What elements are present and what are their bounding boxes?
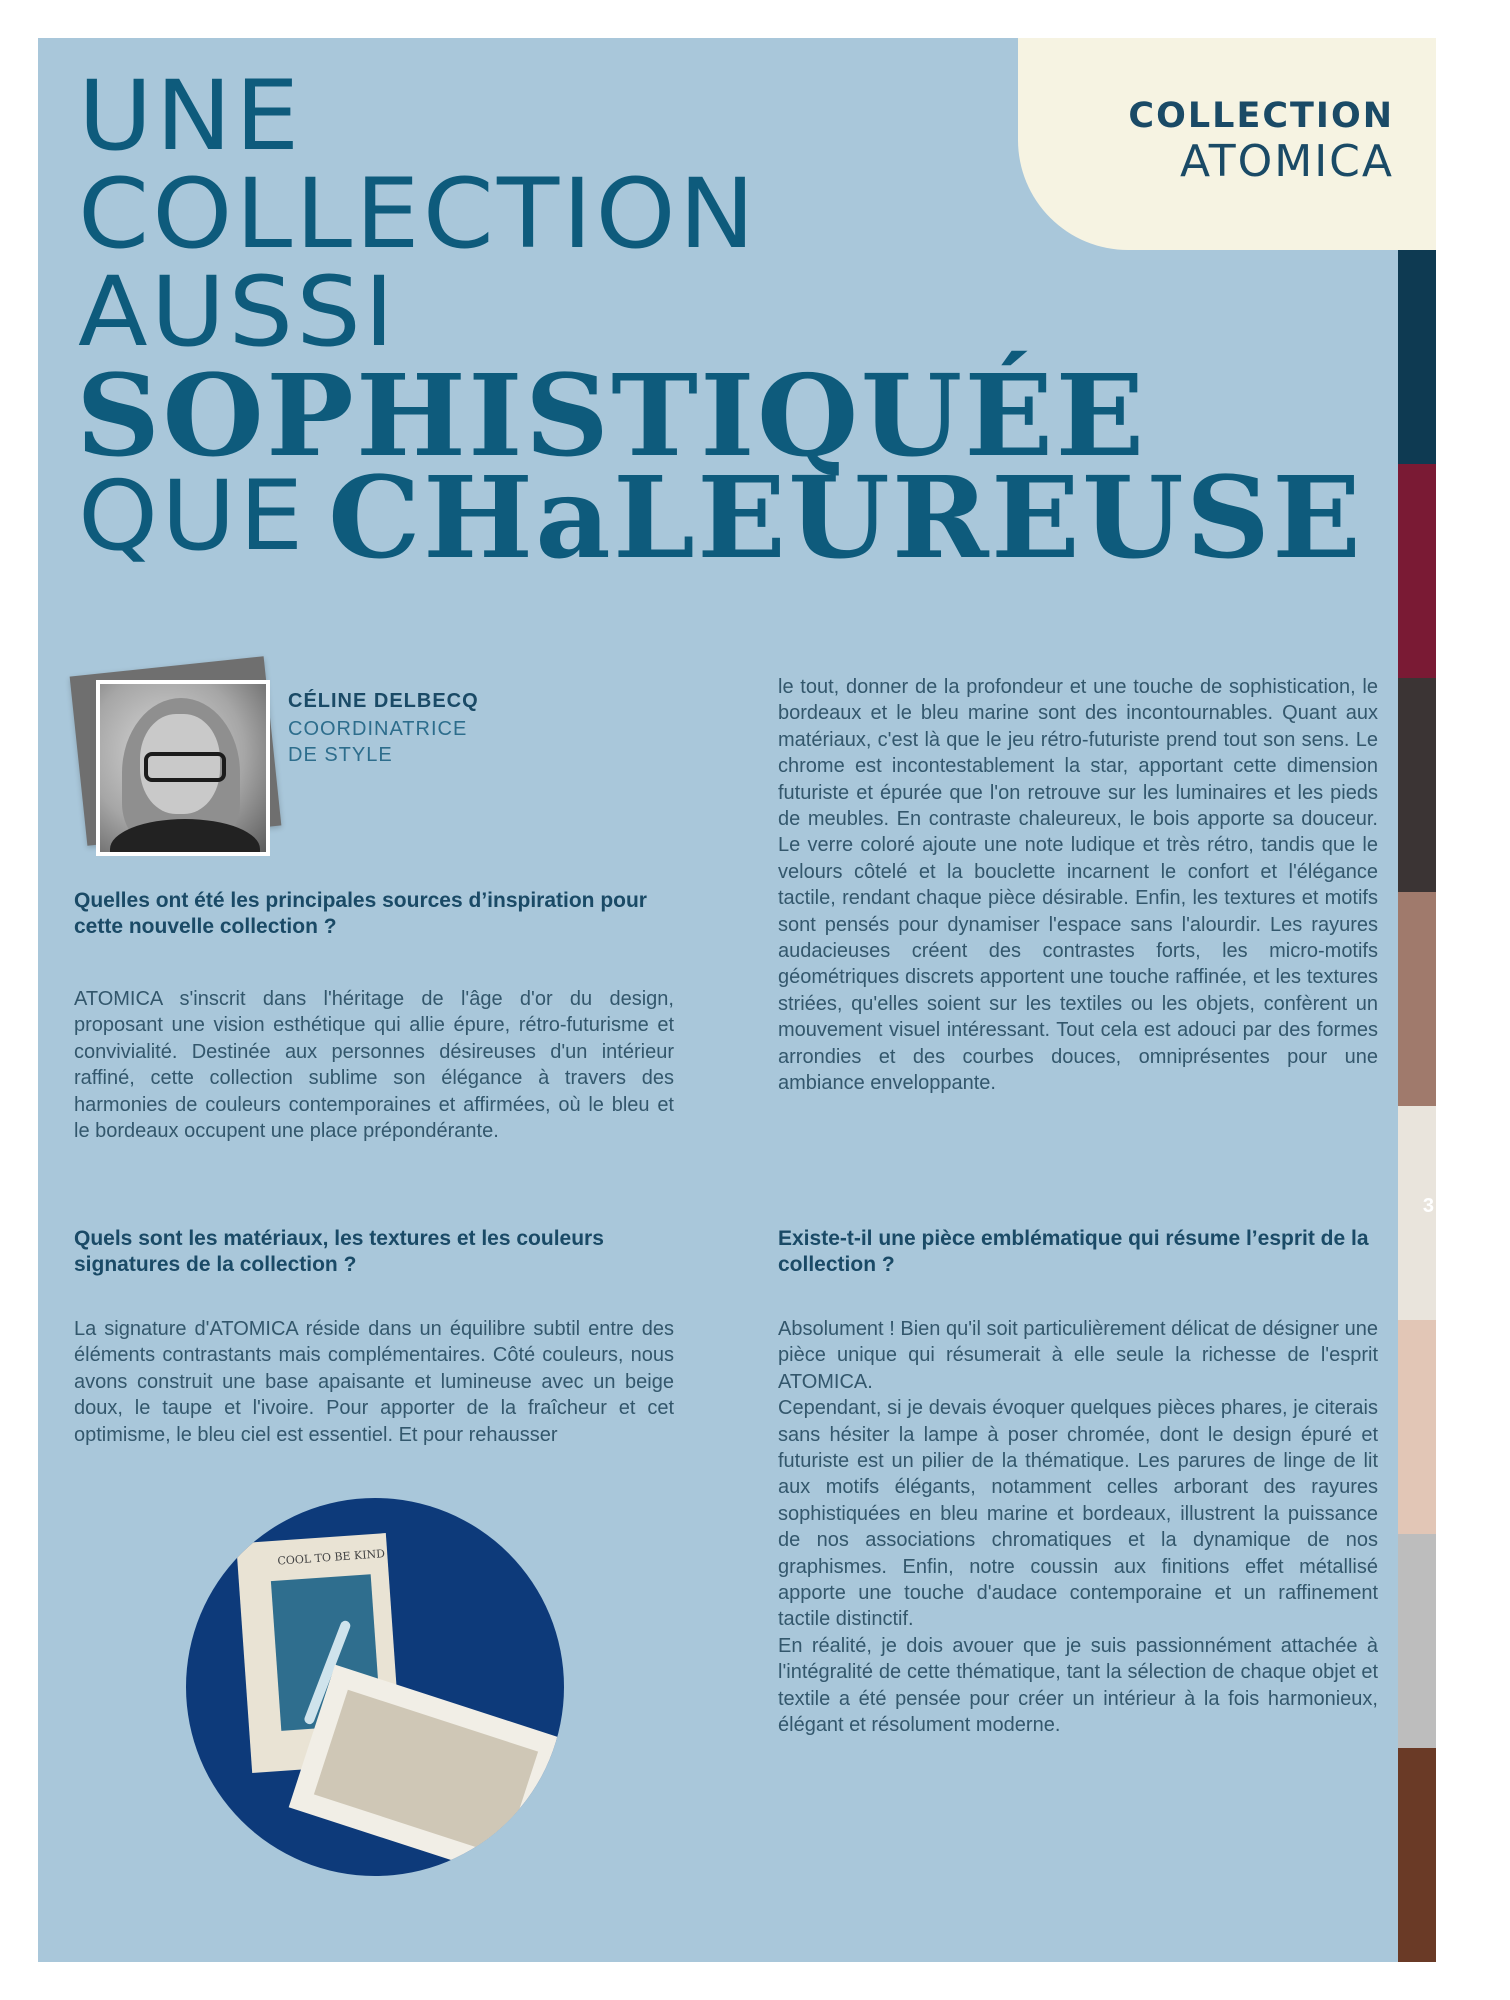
answer-3 <box>778 1316 1378 1739</box>
title-line-5-heavy: CHaLEUREUSE <box>328 451 1364 585</box>
title-line-1: UNE <box>78 60 303 172</box>
gift-box <box>289 1665 564 1876</box>
title-line-5-light: QUE <box>78 460 307 572</box>
answer-1: ATOMICA s'inscrit dans l'héritage de l'âge d'or du design, proposant une vision esthétique qui allie épure, rétro-futurisme et convivialité. Destinée aux personnes désireuses d'un intérieur raffiné, cette collection sublime son élégance à travers des harmonies de couleurs contemporaines et affirmées, où le bleu et le bordeaux occupent une place prépondérante. <box>74 988 674 1143</box>
question-1: Quelles ont été les principales sources d’inspiration pour cette nouvelle collection ? <box>74 889 647 938</box>
title-line-3: AUSSI <box>78 256 398 368</box>
answer-2: La signature d'ATOMICA réside dans un équilibre subtil entre des éléments contrastants mais complémentaires. Côté couleurs, nous avons construit une base apaisante et lumineuse avec un beige doux, le taupe et l'ivoire. Pour apporter de la fraîcheur et cet optimisme, le bleu ciel est essentiel. Et pour rehausser <box>74 1318 674 1446</box>
gift-box-inner <box>314 1690 538 1856</box>
answer-3-paragraph-1: Absolument ! Bien qu'il soit particulièrement délicat de désigner une pièce unique qui résumerait à elle seule la richesse de l'esprit ATOMICA. <box>778 1318 1378 1393</box>
answer-3-paragraph-3: En réalité, je dois avouer que je suis passionnément attachée à l'intégralité de cette thématique, tant la sélection de chaque objet et textile a été pensée pour créer un intérieur à la fois harmonieux, élégant et résolument moderne. <box>778 1634 1378 1737</box>
tag-line-collection: COLLECTION <box>1128 96 1394 136</box>
tag-line-atomica: ATOMICA <box>1180 136 1394 187</box>
palette-swatch-6 <box>1398 1320 1436 1534</box>
question-3: Existe-t-il une pièce emblématique qui résume l’esprit de la collection ? <box>778 1227 1369 1276</box>
palette-swatch-8 <box>1398 1748 1436 1962</box>
answer-3-paragraph-2: Cependant, si je devais évoquer quelques pièces phares, je citerais sans hésiter la lampe à poser chromée, dont le design épuré et futuriste est un pilier de la thématique. Les parures de linge de lit aux motifs élégants, notamment celles arborant des rayures sophistiquées en bleu marine et bordeaux, illustrent la puissance de nos associations chromatiques et la dynamique de nos graphismes. Enfin, notre coussin aux finitions effet métallisé apporte une touche d'audace contemporaine et un raffinement tactile distinctif. <box>778 1397 1378 1631</box>
product-photo <box>186 1498 564 1876</box>
book-cover-text: COOL TO BE KIND <box>277 1547 386 1568</box>
magazine-page <box>38 38 1436 1962</box>
person-name: CÉLINE DELBECQ <box>288 690 479 712</box>
portrait-glasses <box>144 752 226 782</box>
title-line-4: SOPHISTIQUÉE <box>76 349 1147 483</box>
palette-swatch-3 <box>1398 678 1436 892</box>
question-2: Quels sont les matériaux, les textures et les couleurs signatures de la collection ? <box>74 1227 604 1276</box>
palette-swatch-7 <box>1398 1534 1436 1748</box>
title-line-2: COLLECTION <box>78 158 759 270</box>
portrait-photo <box>78 666 288 846</box>
palette-swatch-4 <box>1398 892 1436 1106</box>
person-role-line-2: DE STYLE <box>288 744 393 766</box>
collection-tag <box>1018 38 1436 250</box>
person-role-line-1: COORDINATRICE <box>288 718 468 740</box>
answer-2-continued: le tout, donner de la profondeur et une touche de sophistication, le bordeaux et le bleu marine sont des incontournables. Quant aux matériaux, c'est là que le jeu rétro-futuriste prend tout son sens. Le chrome est incontestablement la star, apportant cette dimension futuriste et épurée que l'on retrouve sur les luminaires et les pieds de meubles. En contraste chaleureux, le bois apporte sa douceur. Le verre coloré ajoute une note ludique et très rétro, tandis que le velours côtelé et la bouclette incarnent le confort et l'élégance tactile, rendant chaque pièce désirable. Enfin, les textures et motifs sont pensés pour dynamiser l'espace sans l'alourdir. Les rayures audacieuses créent des contrastes forts, les micro-motifs géométriques discrets apportent une touche raffinée, et les textures striées, qu'elles soient sur les textiles ou les objets, confèrent un mouvement visuel intéressant. Tout cela est adouci par des formes arrondies et des courbes douces, omniprésentes pour une ambiance enveloppante. <box>778 676 1378 1095</box>
color-palette-strip <box>1398 250 1436 1962</box>
person-role <box>288 716 467 768</box>
portrait-image <box>96 680 270 856</box>
page-number: 3 <box>1422 1195 1434 1217</box>
palette-swatch-2 <box>1398 464 1436 678</box>
palette-swatch-1 <box>1398 250 1436 464</box>
